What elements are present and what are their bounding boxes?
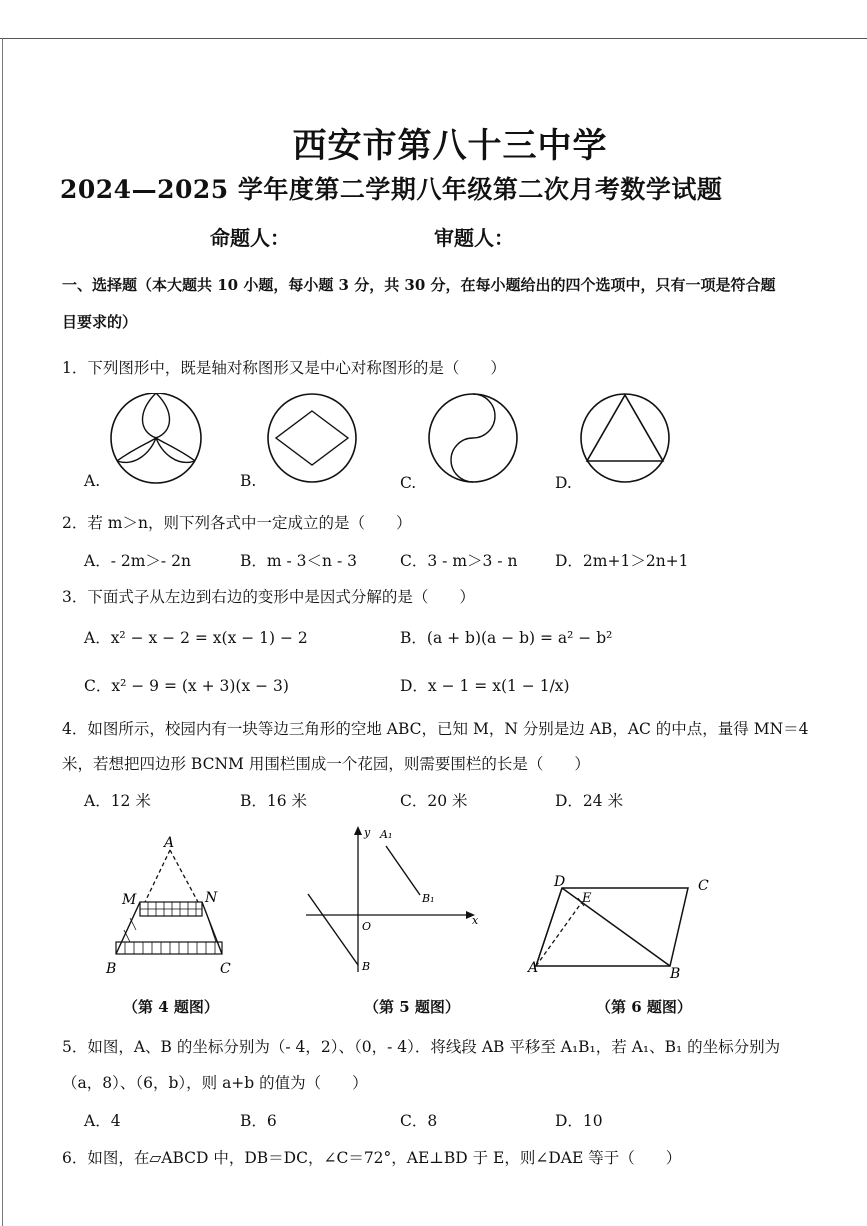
figure-5-coordinate-plane [300,822,490,980]
q5-line1: 5．如图，A、B 的坐标分别为（- 4，2）、（0，- 4）．将线段 AB 平移至 A₁B₁，若 A₁、B₁ 的坐标分别为 [62,1038,781,1056]
q5-option-a: A．4 [84,1112,121,1130]
q1-figure-a [105,393,215,488]
q5-option-c: C．8 [400,1112,438,1130]
q6-stem: 6．如图，在▱ABCD 中，DB＝DC，∠C＝72°，AE⊥BD 于 E，则∠DAE 等于（ ） [62,1149,682,1167]
fig5-label-a1: A₁ [380,828,393,841]
q2-option-b: B．m - 3＜n - 3 [240,552,357,570]
fig6-label-a: A [528,960,539,976]
fig6-label-b: B [670,966,681,982]
author-label: 命题人： [210,226,290,250]
q4-option-c: C．20 米 [400,792,468,810]
reviewer-label: 审题人： [434,226,514,250]
q3-stem: 3．下面式子从左边到右边的变形中是因式分解的是（ ） [62,588,475,606]
section-heading-line2: 目要求的） [62,313,138,331]
page-top-border [0,38,867,39]
fig5-label-b: B [362,960,371,973]
q1-figure-c [425,393,525,488]
q5-option-d: D．10 [555,1112,603,1130]
q1-option-d: D. [555,474,572,492]
q2-option-a: A．- 2m＞- 2n [84,552,191,570]
figure-4-caption: （第 4 题图） [123,998,219,1016]
fig5-label-y: y [364,826,371,839]
fig5-label-x: x [472,914,479,927]
q1-option-b: B. [240,472,257,490]
q4-option-a: A．12 米 [84,792,151,810]
q1-figure-b [262,393,362,488]
fig4-label-m: M [122,892,137,908]
q2-stem: 2．若 m＞n，则下列各式中一定成立的是（ ） [62,514,412,532]
q1-option-a: A. [84,472,101,490]
q3-option-c: C．x² − 9 = (x + 3)(x − 3) [84,677,289,695]
q1-figure-d [578,393,678,488]
fig4-label-b: B [106,961,117,977]
fig5-label-o: O [362,920,372,933]
fig6-label-d: D [554,874,566,890]
fig4-label-n: N [205,890,218,906]
q2-option-c: C．3 - m＞3 - n [400,552,518,570]
figure-6-parallelogram [520,868,720,983]
exam-title: 2024—2025 学年度第二学期八年级第二次月考数学试题 [60,175,723,204]
figure-5-caption: （第 5 题图） [364,998,460,1016]
fig4-label-c: C [220,961,231,977]
fig6-label-c: C [698,878,709,894]
fig4-label-a: A [164,835,175,851]
q3-option-b: B．(a + b)(a − b) = a² − b² [400,629,613,647]
q4-option-d: D．24 米 [555,792,624,810]
q5-option-b: B．6 [240,1112,277,1130]
q1-option-c: C. [400,474,417,492]
fig5-label-b1: B₁ [422,892,435,905]
q5-line2: （a，8）、（6，b），则 a+b 的值为（ ） [62,1074,368,1092]
q4-line1: 4．如图所示，校园内有一块等边三角形的空地 ABC，已知 M，N 分别是边 AB，AC 的中点，量得 MN＝4 [62,720,809,738]
fig6-label-e: E [582,891,592,906]
q3-option-d: D．x − 1 = x(1 − 1/x) [400,677,570,695]
q2-option-d: D．2m+1＞2n+1 [555,552,689,570]
q4-option-b: B．16 米 [240,792,308,810]
school-title: 西安市第八十三中学 [292,126,608,166]
page-left-border [2,38,3,1226]
figure-6-caption: （第 6 题图） [596,998,692,1016]
q3-option-a: A．x² − x − 2 = x(x − 1) − 2 [84,629,308,647]
q1-stem: 1．下列图形中，既是轴对称图形又是中心对称图形的是（ ） [62,359,506,377]
section-heading-line1: 一、选择题（本大题共 10 小题，每小题 3 分，共 30 分，在每小题给出的四个选项中，只有一项是符合题 [62,276,776,294]
q4-line2: 米，若想把四边形 BCNM 用围栏围成一个花园，则需要围栏的长是（ ） [62,755,590,773]
figure-4-garden-triangle [100,830,250,980]
